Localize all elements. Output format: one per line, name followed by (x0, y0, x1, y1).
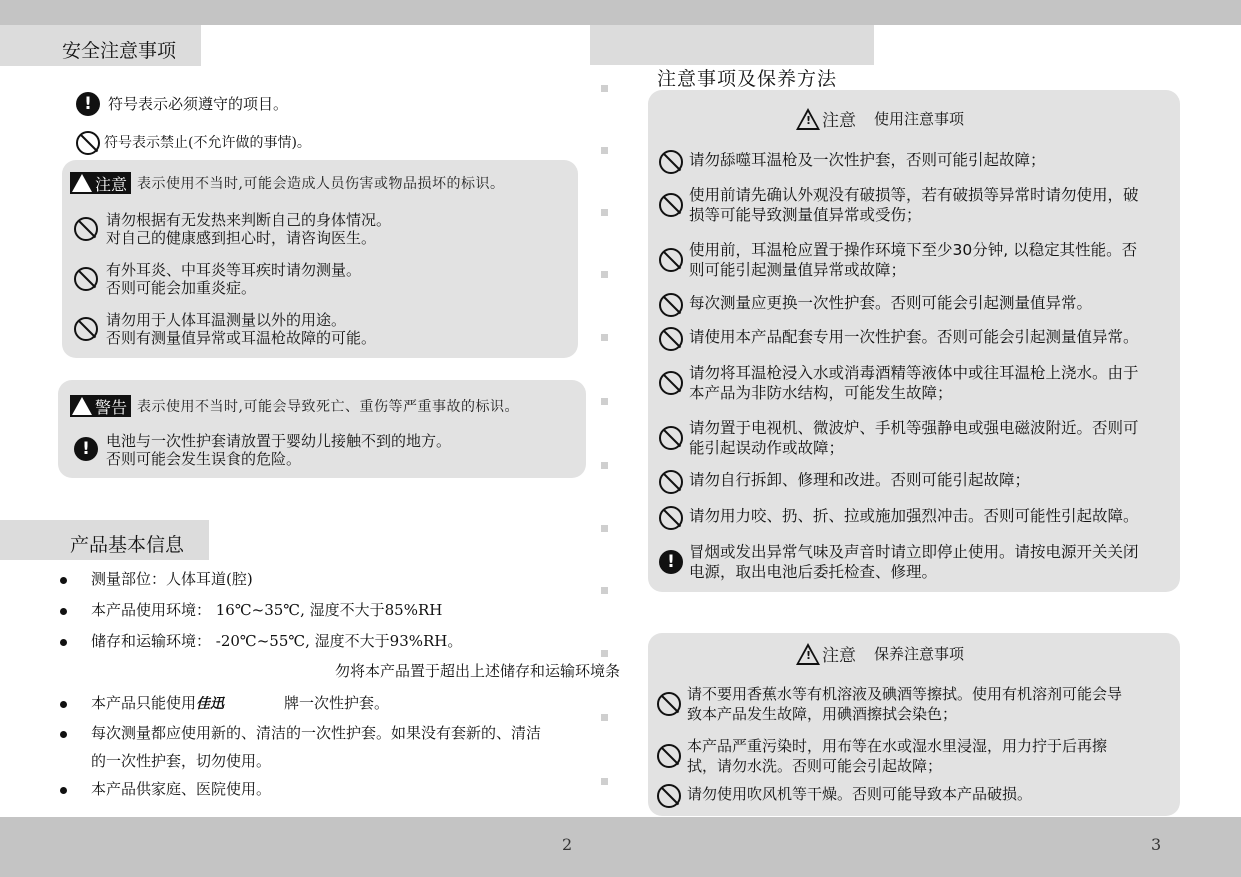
care-item (657, 684, 1122, 724)
care-item-line2: 致本产品发生故障，用碘酒擦拭会染色； (687, 705, 958, 723)
use-item-line1: 每次测量应更换一次性护套。否则可能会引起测量值异常。 (689, 294, 1093, 312)
care-item-line1: 本产品严重污染时，用布等在水或湿水里浸湿，用力拧于后再擦 (687, 737, 1108, 755)
gutter-mark (601, 398, 608, 405)
info-continuation (91, 746, 271, 776)
use-item-line1: 使用前请先确认外观没有破损等，若有破损等异常时请勿使用，破 (689, 186, 1139, 204)
right-title-tab (590, 25, 874, 65)
use-item (659, 506, 1139, 530)
caution-item-line1: 请勿根据有无发热来判断自己的身体情况。 (106, 211, 392, 229)
gutter-mark (601, 462, 608, 469)
legend-mandatory-text: 符号表示必须遵守的项目。 (108, 95, 289, 113)
warning-header (70, 395, 519, 417)
care-item (657, 784, 1032, 808)
warning-item (74, 432, 451, 468)
use-item-line1: 请使用本产品配套专用一次性护套。否则可能会引起测量值异常。 (689, 328, 1139, 346)
use-item-line1: 请勿舔噬耳温枪及一次性护套，否则可能引起故障； (689, 151, 1046, 169)
product-info-tab (0, 520, 209, 560)
prohibit-icon (659, 248, 683, 272)
info-text: 每次测量都应使用新的、清洁的一次性护套。如果没有套新的、清洁 (91, 724, 542, 742)
gutter-mark (601, 147, 608, 154)
caution-triangle-icon (796, 108, 820, 130)
use-header-label: 使用注意事项 (874, 110, 965, 128)
prohibit-icon (659, 426, 683, 450)
info-note (335, 656, 620, 686)
gutter-mark (601, 334, 608, 341)
caution-header (70, 172, 504, 194)
info-bullet (60, 688, 389, 719)
info-bullet (60, 595, 442, 625)
use-item-line2: 损等可能导致测量值异常或受伤； (689, 206, 922, 224)
use-item (659, 185, 1139, 225)
use-item-line1: 请勿将耳温枪浸入水或消毒酒精等液体中或往耳温枪上浇水。由于 (689, 364, 1139, 382)
use-item (659, 542, 1139, 582)
info-bullet (60, 774, 271, 804)
caution-item (74, 211, 391, 247)
use-item (659, 240, 1137, 280)
use-item-line2: 本产品为非防水结构，可能发生故障； (689, 384, 953, 402)
gutter-mark (601, 85, 608, 92)
prohibit-icon (659, 327, 683, 351)
caution-word: 注意 (822, 111, 856, 131)
caution-box (62, 160, 578, 358)
caution-note: 表示使用不当时,可能会造成人员伤害或物品损坏的标识。 (137, 176, 505, 192)
gutter-mark (601, 778, 608, 785)
prohibit-icon (659, 506, 683, 530)
use-item-line1: 使用前，耳温枪应置于操作环境下至少30分钟, 以稳定其性能。否 (689, 241, 1138, 259)
bullet-dot (60, 731, 67, 738)
safety-title: 安全注意事项 (62, 40, 177, 62)
warning-item-line2: 否则可能会发生误食的危险。 (106, 450, 302, 468)
care-header-label: 保养注意事项 (874, 645, 965, 663)
caution-word: 注意 (822, 646, 856, 666)
use-item (659, 293, 1092, 317)
use-item-line2: 电源，取出电池后委托检查、修理。 (689, 563, 938, 581)
bullet-dot (60, 701, 67, 708)
warning-triangle-icon (72, 174, 92, 192)
bullet-dot (60, 577, 67, 584)
gutter-mark (601, 650, 608, 657)
prohibit-icon (659, 150, 683, 174)
legend-prohibit (76, 131, 311, 155)
use-item (659, 470, 1030, 494)
caution-item (74, 311, 376, 347)
use-item (659, 363, 1139, 403)
gutter-mark (601, 714, 608, 721)
info-note-text: 勿将本产品置于超出上述储存和运输环境条 (335, 662, 621, 680)
prohibit-icon (657, 744, 681, 768)
info-text: 本产品供家庭、医院使用。 (91, 780, 272, 798)
info-bullet (60, 718, 541, 748)
caution-item-line2: 否则可能会加重炎症。 (106, 279, 257, 297)
caution-tag-label: 注意 (95, 174, 128, 194)
info-text: 牌一次性护套。 (284, 694, 390, 712)
prohibit-icon (657, 692, 681, 716)
brand-logo: 佳迅 (196, 696, 225, 712)
top-bar (0, 0, 1241, 25)
mandatory-icon: ! (659, 550, 683, 574)
use-item-line1: 请勿用力咬、扔、折、拉或施加强烈冲击。否则可能性引起故障。 (689, 507, 1139, 525)
care-header (796, 641, 964, 666)
prohibit-icon (659, 371, 683, 395)
info-text: 测量部位：人体耳道(腔) (91, 570, 253, 588)
use-item-line1: 冒烟或发出异常气味及声音时请立即停止使用。请按电源开关关闭 (689, 543, 1139, 561)
bottom-bar (0, 817, 1241, 877)
info-text: 本产品只能使用 (91, 694, 197, 712)
mandatory-icon: ! (76, 92, 100, 116)
bullet-dot (60, 639, 67, 646)
legend-mandatory (76, 92, 288, 116)
caution-triangle-icon (796, 643, 820, 665)
mandatory-icon: ! (74, 437, 98, 461)
product-info-title: 产品基本信息 (70, 534, 185, 556)
legend-prohibit-text: 符号表示禁止(不允许做的事情)。 (104, 135, 311, 151)
gutter-mark (601, 587, 608, 594)
warning-box (58, 380, 586, 478)
caution-tag (70, 172, 131, 194)
caution-item-line2: 否则有测量值异常或耳温枪故障的可能。 (106, 329, 377, 347)
caution-item-line1: 有外耳炎、中耳炎等耳疾时请勿测量。 (106, 261, 362, 279)
caution-item-line1: 请勿用于人体耳温测量以外的用途。 (106, 311, 347, 329)
prohibit-icon (657, 784, 681, 808)
warning-triangle-icon (72, 397, 92, 415)
use-item (659, 418, 1139, 458)
info-text: 本产品使用环境： 16℃~35℃, 湿度不大于85%RH (91, 601, 443, 619)
prohibit-icon (74, 267, 98, 291)
gutter-mark (601, 525, 608, 532)
care-item (657, 736, 1107, 776)
prohibit-icon (76, 131, 100, 155)
caution-item-line2: 对自己的健康感到担心时，请咨询医生。 (106, 229, 377, 247)
gutter-mark (601, 271, 608, 278)
warning-tag-label: 警告 (95, 397, 128, 417)
use-item-line1: 请勿置于电视机、微波炉、手机等强静电或强电磁波附近。否则可 (689, 419, 1139, 437)
prohibit-icon (659, 293, 683, 317)
page-number-left: 2 (562, 835, 573, 854)
safety-title-tab (0, 25, 201, 66)
right-page-title: 注意事项及保养方法 (657, 68, 838, 90)
page-number-right: 3 (1151, 835, 1162, 854)
care-item-line1: 请勿使用吹风机等干燥。否则可能导致本产品破损。 (687, 785, 1033, 803)
info-bullet (60, 626, 462, 656)
warning-note: 表示使用不当时,可能会导致死亡、重伤等严重事故的标识。 (137, 399, 519, 415)
use-item (659, 150, 1046, 174)
use-item (659, 327, 1139, 351)
bullet-dot (60, 787, 67, 794)
use-item-line1: 请勿自行拆卸、修理和改进。否则可能引起故障； (689, 471, 1031, 489)
use-item-line2: 则可能引起测量值异常或故障； (689, 261, 907, 279)
care-item-line1: 请不要用香蕉水等有机溶液及碘酒等擦拭。使用有机溶剂可能会导 (687, 685, 1123, 703)
prohibit-icon (74, 317, 98, 341)
info-text: 的一次性护套，切勿使用。 (91, 752, 272, 770)
warning-item-line1: 电池与一次性护套请放置于婴幼儿接触不到的地方。 (106, 432, 452, 450)
use-item-line2: 能引起误动作或故障； (689, 439, 845, 457)
prohibit-icon (659, 193, 683, 217)
warning-tag (70, 395, 131, 417)
use-header (796, 106, 964, 131)
info-bullet (60, 564, 253, 594)
info-text: 储存和运输环境： -20℃~55℃, 湿度不大于93%RH。 (91, 632, 463, 650)
bullet-dot (60, 608, 67, 615)
caution-item (74, 261, 361, 297)
gutter-mark (601, 209, 608, 216)
prohibit-icon (659, 470, 683, 494)
care-item-line2: 拭，请勿水洗。否则可能会引起故障； (687, 757, 943, 775)
prohibit-icon (74, 217, 98, 241)
